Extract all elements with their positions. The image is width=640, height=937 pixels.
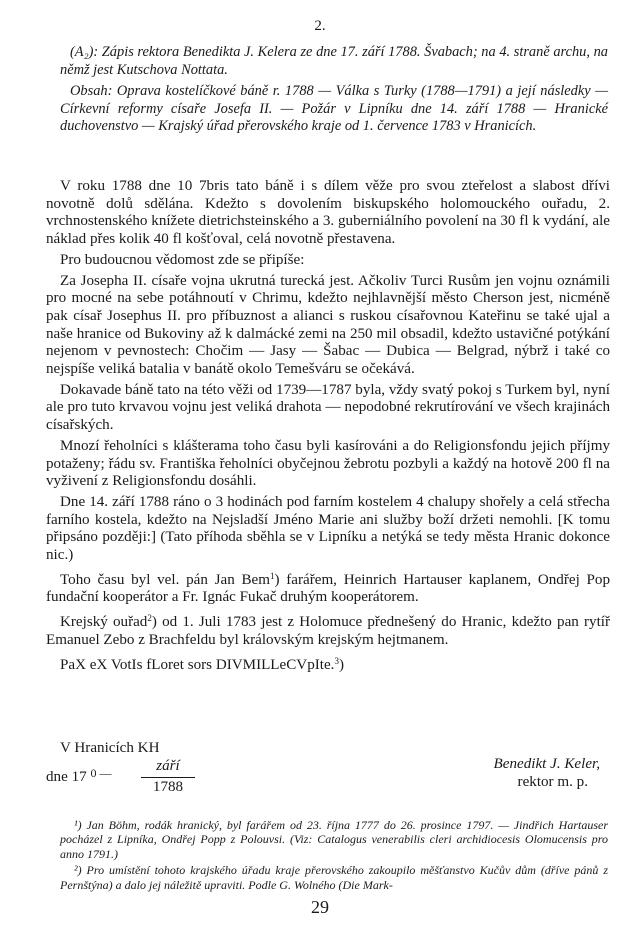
document-body (46, 178, 610, 677)
closing-block (46, 740, 610, 800)
footnote-1: ¹) Jan Böhm, rodák hranický, byl farářem od 23. října 1777 do 26. prosince 1797. — Jindřich Hartauser pocházel z Lipníka, Ondřej Popp z Polouvsi. (Viz: Catalogus venerabilis cleri archidiocesis Olomucensis pro anno 1791.) (60, 818, 608, 861)
date-fraction (141, 758, 195, 796)
date-month: září (141, 758, 195, 778)
paragraph-peace-drahota: Dokavade báně tato na této věži od 1739—1787 byla, vždy svatý pokoj s Turkem byl, nyní ale pro tuto krvavou vojnu jest veliká drahota — nepodobné rekrutírování ve všech krajinách císařských. (46, 381, 610, 434)
footnote-2: ²) Pro umístění tohoto krajského úřadu kraje přerovského zakoupilo měšťanstvo Kučův dům (dříve pánů z Pernštýna) a dalo jej náležitě upraviti. Podle G. Wolného (Die Mark- (60, 863, 608, 892)
signature-role: rektor m. p. (517, 773, 588, 790)
header-record-note: (A₂): Zápis rektora Benedikta J. Kelera ze dne 17. září 1788. Švabach; na 4. straně archu, na němž jest Kutschova Nottata. (60, 44, 608, 78)
date-prefix: dne 17 (46, 769, 87, 785)
top-page-number: 2. (314, 18, 326, 34)
paragraph-monasteries: Mnozí řeholníci s klášterama toho času byli kasírováni a do Religionsfondu jejich příjmy potaženy; řádu sv. Františka řeholníci obyčejnou žebrotu pozbyli a každý na hotově 200 fl na vyživení z Religionsfondu dosáhli. (46, 437, 610, 490)
paragraph-note-intro: Pro budoucnou vědomost zde se připíše: (60, 251, 305, 268)
signature-name: Benedikt J. Keler, (493, 756, 600, 772)
header-contents: Obsah: Oprava kostelíčkové báně r. 1788 — Válka s Turky (1788—1791) a její následky — Církevní reformy císaře Josefa II. — Požár v Lipníku dne 14. září 1788 — Hranické duchovenstvo — Krajský úřad přerovského kraje od 1. července 1783 v Hranicích. (60, 83, 608, 134)
clergy-text-end: ) farářem, Heinrich Hartauser kaplanem, Ondřej Pop fundační kooperátor a Fr. Ignác Fukač druhým kooperátorem. (46, 571, 610, 606)
footnotes (60, 818, 608, 894)
paragraph-district-office (46, 610, 610, 649)
office-text-start: Krejský ouřad (60, 614, 148, 631)
document-header (60, 44, 608, 140)
paragraph-chronogram (46, 653, 610, 675)
closing-place: V Hranicích KH (60, 740, 160, 756)
date-mid: 0 — (90, 766, 112, 780)
clergy-text-start: Toho času byl vel. pán Jan Bem (60, 571, 270, 588)
paragraph-turkish-war: Za Josepha II. císaře vojna ukrutná turecká jest. Ačkoliv Turci Rusům jen vojnu oznámili pro mocné na sebe potáhnoutí v Chrimu, kdežto nejhlavnější město Cherson jest, nicméně pak císař Josephus II. pro příbuznost a alianci s ruskou císařovnou Kateřinu se také ujal a naše hranice od Bukoviny až k dalmácké zemi na 250 mil obsadil, kdežto ustavičné potýkání nejenom v pevnostech: Chočim — Jasy — Šabac — Dubica — Belgrad, nýbrž i také co nejspíše veliká batalia v banátě okolo Temešváru se očekává. (46, 272, 610, 378)
footnote-ref-2: 2 (147, 613, 152, 624)
office-text-end: ) od 1. Juli 1783 jest z Holomuce přednešený do Hranic, kdežto pan rytíř Emanuel Zebo z Brachfeldu byl královským krejským hejtmanem. (46, 614, 611, 648)
footnote-ref-1: 1 (270, 570, 275, 581)
chronogram-close: ) (338, 656, 344, 673)
closing-date (46, 765, 111, 787)
signature (494, 756, 600, 791)
date-year: 1788 (152, 778, 184, 795)
paragraph-fire: Dne 14. září 1788 ráno o 3 hodinách pod farním kostelem 4 chalupy shořely a celá střecha farního kostela, kdežto na Nejsladší Jméno Marie ani služby boží držeti nemohli. [K tomu připsáno později:] (Tato příhoda sběhla se v Lipníku a netýká se tedy města Hranic dokonce nic.) (46, 493, 610, 564)
paragraph-clergy (46, 568, 610, 607)
chronogram-text: PaX eX VotIs fLoret sors DIVMILLeCVpIte. (60, 656, 335, 673)
paragraph-dome-repair: V roku 1788 dne 10 7bris tato báně i s dílem věže pro svou zteřelost a slabost dřívi novotně dolů sdělána. Kdežto s dovolením biskupského holomouckého ouřadu, 2. vrchnostenského knížete dietrichsteinského a 3. guberniálního povolení na 30 fl k vydání, ale náklad přes kolik 40 fl košťoval, celá novotně přestavena. (46, 178, 610, 248)
bottom-page-number: 29 (311, 897, 329, 917)
footnote-ref-3: 3 (334, 655, 339, 666)
